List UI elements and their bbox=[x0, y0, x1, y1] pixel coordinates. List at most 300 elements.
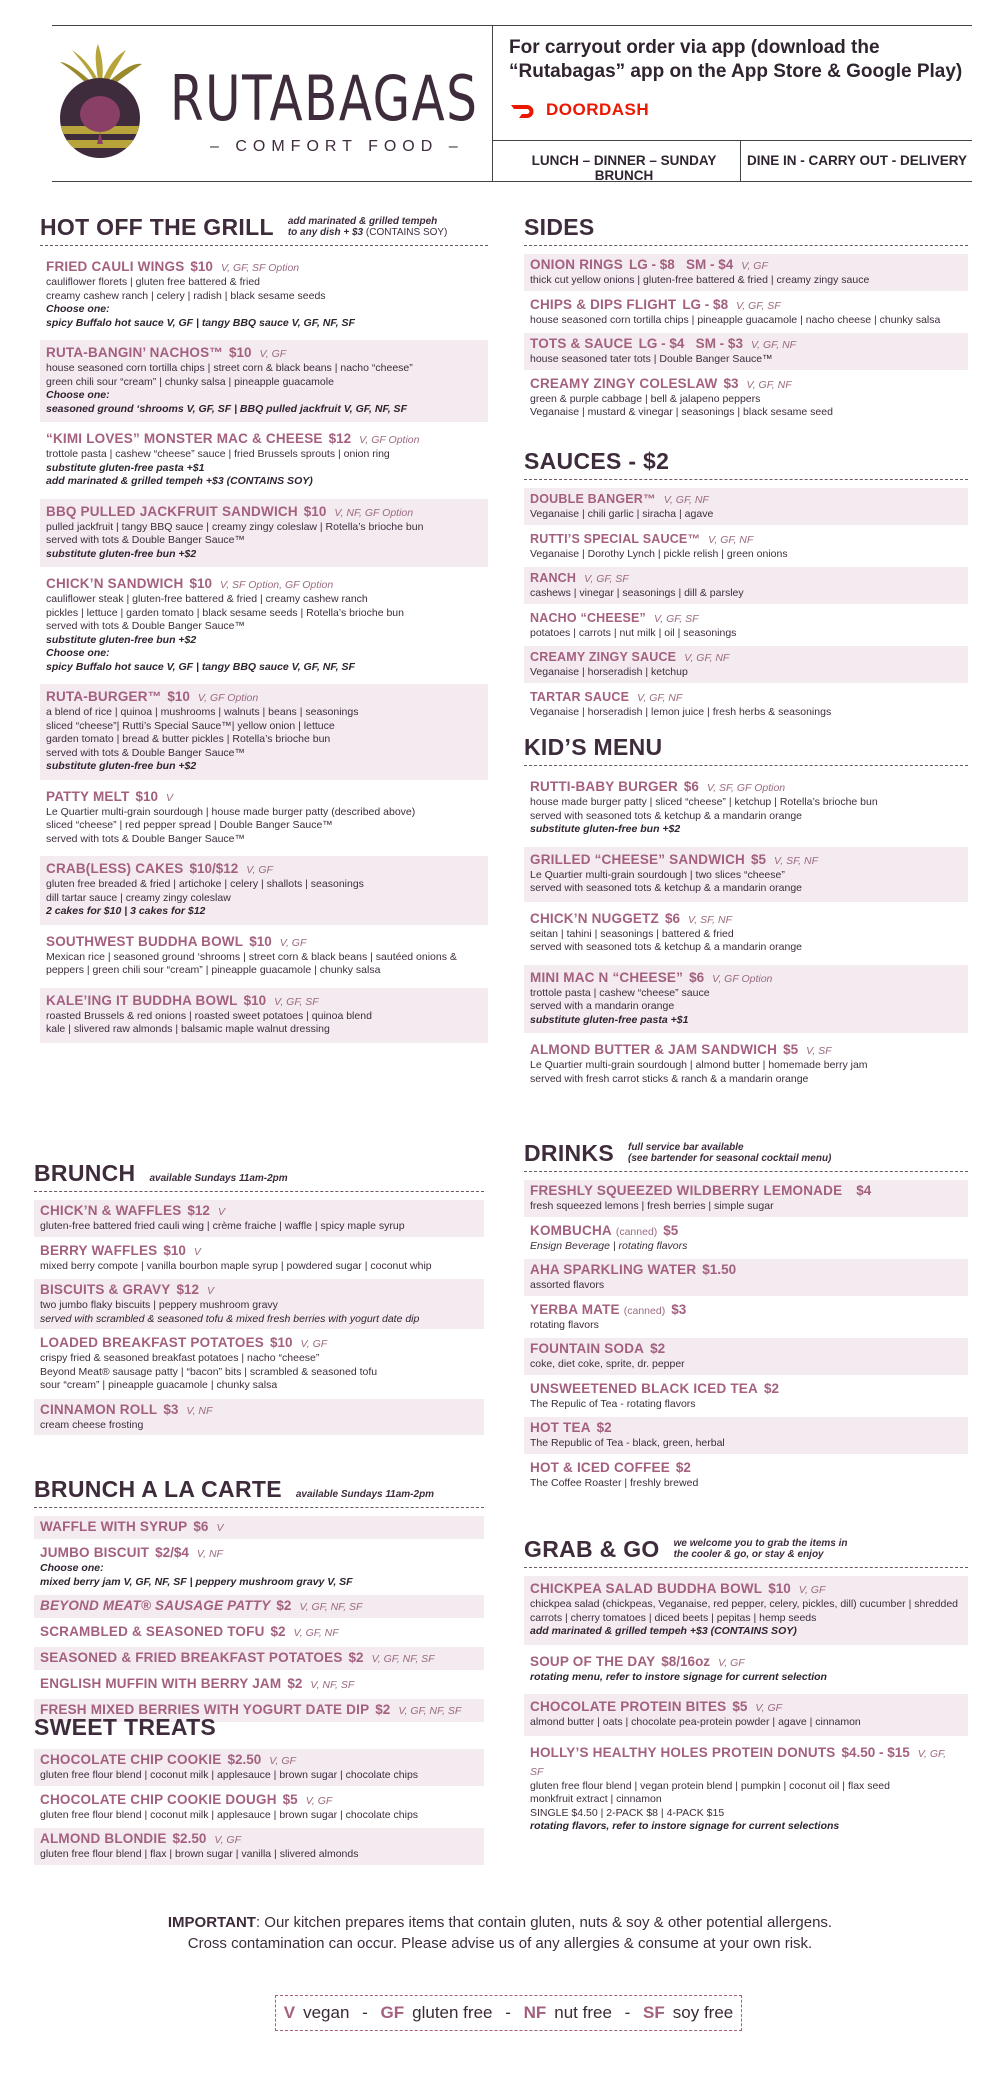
item-name: KOMBUCHA bbox=[530, 1222, 612, 1238]
item-name: JUMBO BISCUIT bbox=[40, 1545, 150, 1560]
section-note: full service bar available (see bartender for seasonal cocktail menu) bbox=[627, 1142, 832, 1164]
section-sauces bbox=[524, 448, 968, 725]
item-tags: V, GF, NF bbox=[684, 652, 730, 664]
item-name: SEASONED & FRIED BREAKFAST POTATOES bbox=[40, 1650, 343, 1665]
menu-item bbox=[524, 686, 968, 723]
item-price: $10 bbox=[167, 689, 190, 704]
item-tags: V, GF, NF, SF bbox=[371, 1653, 435, 1665]
section-title: SIDES bbox=[524, 214, 595, 240]
doordash-link[interactable] bbox=[510, 100, 649, 120]
item-description: house seasoned corn tortilla chips | street corn & black beans | nacho “cheese” green chili sour “cream” | chunky salsa | pineapple guacamole bbox=[46, 362, 413, 388]
menu-item bbox=[40, 856, 488, 925]
item-description: The Republic of Tea - black, green, herbal bbox=[530, 1437, 725, 1449]
item-price: $2 bbox=[348, 1650, 364, 1665]
item-name: FRIED CAULI WINGS bbox=[46, 259, 185, 274]
item-price: $5 bbox=[783, 1042, 799, 1057]
menu-item bbox=[40, 499, 488, 568]
item-name: GRILLED “CHEESE” SANDWICH bbox=[530, 851, 746, 867]
item-name: FRESH MIXED BERRIES WITH YOGURT DATE DIP bbox=[40, 1702, 370, 1717]
menu-item bbox=[524, 373, 968, 423]
carryout-notice: For carryout order via app (download the “Rutabagas” app on the App Store & Google Play) bbox=[509, 37, 963, 82]
doordash-label: DOORDASH bbox=[546, 100, 650, 119]
item-extra: seasoned ground ‘shrooms V, GF, SF | BBQ pulled jackfruit V, GF, NF, SF bbox=[46, 402, 407, 415]
item-extra: substitute gluten-free bun +$2 bbox=[530, 823, 681, 835]
menu-item bbox=[524, 607, 968, 644]
menu-item bbox=[34, 1828, 484, 1865]
important-text-2: Cross contamination can occur. Please advise us of any allergies & consume at your own risk. bbox=[187, 1935, 813, 1952]
item-tags: V bbox=[216, 1522, 224, 1534]
item-name: DOUBLE BANGER™ bbox=[530, 492, 656, 506]
header-divider bbox=[492, 25, 493, 182]
section-header bbox=[524, 214, 968, 246]
item-extra: mixed berry jam V, GF, NF, SF | peppery mushroom gravy V, SF bbox=[40, 1575, 353, 1588]
section-header bbox=[34, 1476, 484, 1508]
section-title: BRUNCH bbox=[34, 1160, 136, 1186]
item-name: LOADED BREAKFAST POTATOES bbox=[40, 1335, 265, 1350]
item-extra: substitute gluten-free bun +$2 bbox=[46, 547, 197, 560]
legend-code: GF bbox=[380, 2003, 405, 2022]
item-name: AHA SPARKLING WATER bbox=[530, 1262, 697, 1277]
item-price: $2 bbox=[763, 1380, 779, 1396]
item-description: Mexican rice | seasoned ground ‘shrooms | street corn & black beans | sautéed onions & peppers | green chili sour “cream” | pineapple guacamole | chunky salsa bbox=[46, 950, 457, 976]
item-price: $1.50 bbox=[702, 1262, 737, 1277]
section-header bbox=[34, 1714, 484, 1745]
legend-label: nut free bbox=[554, 2003, 612, 2022]
menu-item bbox=[524, 1694, 968, 1736]
legend-code: V bbox=[283, 2003, 296, 2022]
item-name: CRAB(LESS) CAKES bbox=[46, 861, 184, 876]
item-price: $2.50 bbox=[227, 1752, 262, 1767]
item-tags: V, GF Option bbox=[197, 692, 259, 704]
dietary-legend bbox=[275, 1995, 742, 2031]
item-extra: substitute gluten-free pasta +$1 bbox=[530, 1013, 689, 1026]
item-name: CHOCOLATE CHIP COOKIE bbox=[40, 1752, 222, 1767]
item-price: $2 bbox=[276, 1598, 292, 1613]
item-name: BEYOND MEAT® SAUSAGE PATTY bbox=[40, 1598, 271, 1613]
item-price: $10 bbox=[768, 1581, 791, 1596]
menu-item bbox=[524, 294, 968, 331]
item-description: Le Quartier multi-grain sourdough | two slices “cheese” served with seasoned tots & ketchup & a mandarin orange bbox=[530, 868, 802, 894]
item-price: $2 bbox=[596, 1420, 612, 1435]
item-price: $10 bbox=[190, 259, 213, 274]
menu-item bbox=[524, 906, 968, 961]
menu-item bbox=[34, 1542, 484, 1592]
item-name: HOT & ICED COFFEE bbox=[530, 1459, 670, 1475]
item-extra: served with scrambled & seasoned tofu & mixed fresh berries with yogurt date dip bbox=[40, 1312, 420, 1325]
section-title: HOT OFF THE GRILL bbox=[40, 214, 274, 240]
menu-item bbox=[524, 1338, 968, 1375]
item-tags: V, GF, NF bbox=[637, 691, 683, 704]
item-description: chickpea salad (chickpeas, Veganaise, red pepper, celery, pickles, dill) cucumber | shredded carrots | cherry tomatoes | diced beets | pepitas | hemp seeds bbox=[530, 1598, 959, 1624]
item-extra: Choose one: bbox=[46, 303, 110, 315]
rutabaga-logo-icon bbox=[50, 40, 150, 160]
item-tags: V, NF bbox=[196, 1548, 223, 1560]
item-description: gluten free flour blend | flax | brown sugar | vanilla | slivered almonds bbox=[40, 1848, 359, 1860]
item-tags: V, GF bbox=[718, 1656, 745, 1669]
item-price: $5 bbox=[282, 1791, 298, 1807]
menu-item bbox=[34, 1789, 484, 1826]
item-description: gluten free flour blend | coconut milk | applesauce | brown sugar | chocolate chips bbox=[40, 1808, 419, 1821]
item-tags: V, SF, NF bbox=[774, 854, 819, 867]
menu-item bbox=[524, 774, 968, 843]
menu-item bbox=[524, 1259, 968, 1296]
section-grab-and-go bbox=[524, 1536, 968, 1844]
menu-item bbox=[524, 847, 968, 902]
item-extra: add marinated & grilled tempeh +$3 (CONTAINS SOY) bbox=[530, 1625, 797, 1637]
service-options: DINE IN - CARRY OUT - DELIVERY bbox=[746, 153, 967, 168]
item-extra: substitute gluten-free bun +$2 bbox=[46, 760, 197, 772]
menu-item bbox=[34, 1516, 484, 1539]
brand-name: RUTABAGAS bbox=[170, 62, 479, 135]
item-extra: add marinated & grilled tempeh +$3 (CONTAINS SOY) bbox=[46, 475, 313, 487]
item-description: house seasoned tater tots | Double Banger Sauce™ bbox=[530, 353, 773, 365]
item-name: FRESHLY SQUEEZED WILDBERRY LEMONADE bbox=[530, 1183, 843, 1198]
item-name: YERBA MATE bbox=[530, 1301, 620, 1317]
menu-item bbox=[524, 1378, 968, 1415]
item-extra: rotating menu, refer to instore signage for current selection bbox=[530, 1670, 827, 1683]
important-label: IMPORTANT bbox=[167, 1914, 256, 1931]
item-price: $10 bbox=[243, 992, 267, 1008]
item-name: CHICK’N & WAFFLES bbox=[40, 1203, 182, 1218]
allergen-notice bbox=[100, 1912, 900, 1954]
menu-item bbox=[524, 333, 968, 370]
item-description: seitan | tahini | seasonings | battered & fried served with seasoned tots & ketchup & a mandarin orange bbox=[530, 927, 802, 953]
item-name: RUTA-BANGIN’ NACHOS™ bbox=[46, 345, 223, 360]
item-tags: V, GF bbox=[755, 1702, 783, 1714]
item-extra: substitute gluten-free bun +$2 bbox=[46, 633, 197, 646]
item-name: RUTTI-BABY BURGER bbox=[530, 779, 678, 794]
item-description: cream cheese frosting bbox=[40, 1418, 144, 1431]
item-description: pulled jackfruit | tangy BBQ sauce | creamy zingy coleslaw | Rotella’s brioche bun served with tots & Double Banger Sauce™ bbox=[46, 520, 424, 546]
item-tags: V bbox=[166, 791, 174, 804]
menu-item bbox=[524, 1037, 968, 1092]
item-name: BISCUITS & GRAVY bbox=[40, 1282, 171, 1297]
item-tags: V, GF bbox=[741, 260, 768, 272]
item-tags: V bbox=[193, 1245, 201, 1258]
section-header bbox=[40, 214, 488, 246]
section-sides bbox=[524, 214, 968, 426]
item-tags: V, GF bbox=[214, 1834, 241, 1846]
menu-item bbox=[524, 1740, 968, 1840]
item-tags: V, GF, SF bbox=[584, 573, 629, 585]
important-text: : Our kitchen prepares items that contain gluten, nuts & soy & other potential allergens. bbox=[255, 1914, 833, 1931]
item-price: $4.50 - $15 bbox=[841, 1744, 910, 1760]
item-name: CREAMY ZINGY COLESLAW bbox=[530, 375, 718, 391]
section-note: available Sundays 11am-2pm bbox=[149, 1173, 288, 1184]
item-name: TARTAR SAUCE bbox=[530, 689, 630, 704]
item-price: $2.50 bbox=[172, 1831, 207, 1846]
item-tags: V, GF bbox=[300, 1338, 328, 1350]
doordash-icon bbox=[510, 102, 538, 118]
item-name: BBQ PULLED JACKFRUIT SANDWICH bbox=[46, 503, 298, 519]
section-sweet-treats bbox=[34, 1714, 484, 1868]
item-tags: V, GF, NF bbox=[746, 378, 792, 391]
item-tags: V, GF bbox=[246, 864, 273, 876]
item-tags: V, GF Option bbox=[359, 434, 420, 446]
menu-item bbox=[34, 1749, 484, 1786]
menu-item bbox=[40, 340, 488, 422]
item-description: gluten-free battered fried cauli wing | crème fraiche | waffle | spicy maple syrup bbox=[40, 1220, 405, 1232]
item-name: CHOCOLATE CHIP COOKIE DOUGH bbox=[40, 1791, 277, 1807]
item-price: $4 bbox=[856, 1183, 872, 1198]
menu-item bbox=[524, 646, 968, 683]
item-extra: spicy Buffalo hot sauce V, GF | tangy BBQ sauce V, GF, NF, SF bbox=[46, 660, 355, 673]
menu-item bbox=[524, 1299, 968, 1336]
menu-item bbox=[40, 988, 488, 1043]
item-tags: V, SF, GF Option bbox=[706, 782, 786, 794]
item-description: Veganaise | chili garlic | siracha | agave bbox=[530, 508, 714, 520]
menu-item bbox=[34, 1332, 484, 1396]
item-price: $6 bbox=[665, 910, 681, 926]
menu-item bbox=[40, 929, 488, 984]
item-tags: V, GF, SF Option bbox=[220, 262, 300, 274]
item-tags: V, SF, NF bbox=[688, 913, 732, 926]
item-price: $10 bbox=[189, 576, 212, 591]
item-description: Le Quartier multi-grain sourdough | almond butter | homemade berry jam served with fresh carrot sticks & ranch & a mandarin orange bbox=[530, 1059, 868, 1085]
item-name: UNSWEETENED BLACK ICED TEA bbox=[530, 1380, 758, 1396]
item-tags: V, GF bbox=[279, 936, 307, 949]
item-description: fresh squeezed lemons | fresh berries | simple sugar bbox=[530, 1200, 774, 1212]
item-name: HOT TEA bbox=[530, 1420, 591, 1435]
item-price: $10/$12 bbox=[189, 861, 239, 876]
item-price: $10 bbox=[229, 345, 252, 360]
section-header bbox=[524, 448, 968, 480]
item-description: roasted Brussels & red onions | roasted sweet potatoes | quinoa blend kale | slivered raw almonds | balsamic maple walnut dressing bbox=[46, 1009, 372, 1035]
item-extra: rotating flavors, refer to instore signage for current selections bbox=[530, 1820, 840, 1832]
menu-item bbox=[34, 1673, 484, 1696]
item-price: $2 bbox=[675, 1459, 691, 1475]
section-note: we welcome you to grab the items in the cooler & go, or stay & enjoy bbox=[673, 1538, 848, 1560]
brand-tagline: – COMFORT FOOD – bbox=[210, 138, 464, 155]
item-extra: spicy Buffalo hot sauce V, GF | tangy BBQ sauce V, GF, NF, SF bbox=[46, 316, 355, 329]
item-extra: Choose one: bbox=[46, 647, 110, 659]
menu-item bbox=[34, 1647, 484, 1670]
menu-item bbox=[524, 1417, 968, 1454]
item-extra: Choose one: bbox=[40, 1562, 104, 1574]
item-name: CHOCOLATE PROTEIN BITES bbox=[530, 1699, 727, 1714]
item-description: two jumbo flaky biscuits | peppery mushroom gravy bbox=[40, 1299, 278, 1311]
item-name: RANCH bbox=[530, 571, 577, 585]
item-price: $6 bbox=[193, 1519, 209, 1534]
item-description: house seasoned corn tortilla chips | pineapple guacamole | nacho cheese | chunky salsa bbox=[530, 313, 941, 326]
item-name: ENGLISH MUFFIN WITH BERRY JAM bbox=[40, 1676, 282, 1691]
legend-separator: - bbox=[500, 2003, 516, 2022]
item-price: $3 bbox=[723, 375, 739, 391]
item-tags: V, NF, GF Option bbox=[334, 506, 414, 519]
item-price: $5 bbox=[663, 1222, 679, 1238]
item-name: KALE’ING IT BUDDHA BOWL bbox=[46, 992, 238, 1008]
item-tags: V, GF, NF, SF bbox=[398, 1705, 462, 1717]
item-tags: V, GF bbox=[798, 1584, 826, 1596]
item-sub: (canned) bbox=[615, 1225, 658, 1238]
item-price: $10 bbox=[249, 933, 272, 949]
item-price: $2 bbox=[270, 1624, 286, 1639]
item-description: mixed berry compote | vanilla bourbon maple syrup | powdered sugar | coconut whip bbox=[40, 1259, 432, 1272]
menu-item bbox=[524, 1457, 968, 1494]
item-description: potatoes | carrots | nut milk | oil | seasonings bbox=[530, 626, 737, 639]
item-name: SOUP OF THE DAY bbox=[530, 1653, 656, 1669]
menu-item bbox=[34, 1200, 484, 1237]
section-header bbox=[524, 1536, 968, 1568]
item-description: green & purple cabbage | bell & jalapeno peppers Veganaise | mustard & vinegar | seasonings | black sesame seed bbox=[530, 392, 833, 418]
menu-item bbox=[40, 571, 488, 680]
legend-separator: - bbox=[357, 2003, 373, 2022]
section-title: SWEET TREATS bbox=[34, 1714, 217, 1740]
item-name: “KIMI LOVES” MONSTER MAC & CHEESE bbox=[46, 431, 323, 446]
menu-item bbox=[34, 1399, 484, 1436]
item-tags: V, GF, SF bbox=[654, 612, 699, 625]
item-name: SCRAMBLED & SEASONED TOFU bbox=[40, 1624, 265, 1639]
item-description: crispy fried & seasoned breakfast potatoes | nacho “cheese” Beyond Meat® sausage patty | “bacon” bits | scrambled & seasoned tofu sour “cream” | pineapple guacamole | chunky salsa bbox=[40, 1352, 378, 1391]
item-description: The Coffee Roaster | freshly brewed bbox=[530, 1476, 699, 1489]
menu-item bbox=[34, 1595, 484, 1618]
item-name: ONION RINGS bbox=[530, 257, 623, 272]
legend-code: NF bbox=[523, 2003, 547, 2022]
item-extra: 2 cakes for $10 | 3 cakes for $12 bbox=[46, 905, 206, 917]
item-price: $2 bbox=[650, 1341, 666, 1356]
item-description: cauliflower florets | gluten free battered & fried creamy cashew ranch | celery | radish | black sesame seeds bbox=[46, 276, 326, 302]
item-tags: V, GF, NF bbox=[708, 533, 754, 546]
item-name: CINNAMON ROLL bbox=[40, 1401, 158, 1417]
item-tags: V, NF bbox=[186, 1404, 213, 1417]
menu-item bbox=[524, 567, 968, 604]
item-price: LG - $8 bbox=[682, 296, 729, 312]
item-description: Le Quartier multi-grain sourdough | house made burger patty (described above) sliced “cheese” | red pepper spread | Double Banger Sauce™ served with tots & Double Banger Sauce™ bbox=[46, 805, 416, 845]
item-tags: V, GF, NF bbox=[663, 494, 709, 506]
item-description: rotating flavors bbox=[530, 1318, 599, 1331]
item-tags: V, GF bbox=[305, 1794, 333, 1807]
item-name: MINI MAC N “CHEESE” bbox=[530, 969, 684, 985]
item-name: PATTY MELT bbox=[46, 788, 130, 804]
item-price: $5 bbox=[732, 1699, 748, 1714]
header-top-rule bbox=[52, 25, 972, 26]
menu-item bbox=[524, 488, 968, 525]
legend-code: SF bbox=[643, 2003, 665, 2022]
item-price: $2 bbox=[375, 1702, 391, 1717]
item-tags: V, GF, NF bbox=[293, 1627, 339, 1639]
item-extra: Choose one: bbox=[46, 389, 110, 401]
section-header bbox=[524, 1140, 968, 1172]
item-price: $3 bbox=[671, 1301, 687, 1317]
section-kids-menu bbox=[524, 734, 968, 1096]
item-price: $2/$4 bbox=[155, 1545, 189, 1560]
item-tags: V bbox=[207, 1285, 215, 1297]
item-name: BERRY WAFFLES bbox=[40, 1242, 158, 1258]
item-price: $6 bbox=[689, 969, 705, 985]
item-tags: V, SF bbox=[806, 1045, 832, 1057]
item-tags: V, GF Option bbox=[712, 972, 773, 985]
item-description: a blend of rice | quinoa | mushrooms | walnuts | beans | seasonings sliced “cheese”| Rutti’s Special Sauce™| yellow onion | lettuce garden tomato | bread & butter pickles | Rotella’s brioche bun served with tots & Double Banger Sauce™ bbox=[46, 706, 359, 759]
menu-item bbox=[524, 528, 968, 565]
item-tags: V, GF, NF, SF bbox=[299, 1601, 363, 1613]
header-divider-2 bbox=[740, 140, 741, 182]
item-name: RUTTI’S SPECIAL SAUCE™ bbox=[530, 531, 701, 546]
item-name: FOUNTAIN SODA bbox=[530, 1341, 645, 1356]
item-name: CHIPS & DIPS FLIGHT bbox=[530, 296, 677, 312]
menu-item bbox=[524, 1220, 968, 1257]
item-tags: V, GF, SF bbox=[736, 299, 781, 312]
menu-item bbox=[34, 1621, 484, 1644]
section-title: KID’S MENU bbox=[524, 734, 663, 760]
item-tags: V, GF bbox=[269, 1755, 296, 1767]
section-title: DRINKS bbox=[524, 1140, 614, 1166]
menu-item bbox=[524, 1180, 968, 1217]
header-mid-rule bbox=[492, 140, 972, 141]
legend-separator: - bbox=[619, 2003, 636, 2022]
item-price: $2 bbox=[287, 1676, 303, 1691]
item-tags: V bbox=[217, 1206, 225, 1218]
item-price: $6 bbox=[683, 779, 699, 794]
item-tags: V, GF, SF bbox=[530, 1747, 947, 1778]
item-price: $10 bbox=[163, 1242, 186, 1258]
item-description: gluten free flour blend | vegan protein blend | pumpkin | coconut oil | flax seed monkfruit extract | cinnamon SINGLE $4.50 | 2-PACK $8 | 4-PACK $15 bbox=[530, 1779, 890, 1819]
item-price: LG - $4 SM - $3 bbox=[638, 336, 743, 351]
menu-item bbox=[524, 254, 968, 291]
item-description: almond butter | oats | chocolate pea-protein powder | agave | cinnamon bbox=[530, 1716, 861, 1728]
service-hours: LUNCH – DINNER – SUNDAY BRUNCH bbox=[531, 153, 717, 183]
item-description: cashews | vinegar | seasonings | dill & parsley bbox=[530, 587, 744, 599]
item-name: CHICK’N SANDWICH bbox=[46, 576, 184, 591]
item-description: gluten free breaded & fried | artichoke | celery | shallots | seasonings dill tartar sauce | creamy zingy coleslaw bbox=[46, 878, 364, 904]
item-name: RUTA-BURGER™ bbox=[46, 689, 162, 704]
section-grill bbox=[40, 214, 488, 1047]
item-name: TOTS & SAUCE bbox=[530, 336, 633, 351]
item-tags: V, GF, NF bbox=[750, 339, 797, 351]
item-name: SOUTHWEST BUDDHA BOWL bbox=[46, 933, 244, 949]
item-tags: V, GF bbox=[259, 348, 287, 360]
section-drinks bbox=[524, 1140, 968, 1496]
item-description: Veganaise | horseradish | ketchup bbox=[530, 666, 688, 678]
item-name: NACHO “CHEESE” bbox=[530, 610, 647, 625]
item-extra: substitute gluten-free pasta +$1 bbox=[46, 461, 205, 474]
item-description: coke, diet coke, sprite, dr. pepper bbox=[530, 1358, 685, 1370]
item-description: house made burger patty | sliced “cheese” | ketchup | Rotella’s brioche bun served with seasoned tots & ketchup & a mandarin orange bbox=[530, 796, 878, 822]
section-header bbox=[34, 1160, 484, 1192]
item-tags: V, NF, SF bbox=[310, 1679, 355, 1691]
item-name: CREAMY ZINGY SAUCE bbox=[530, 650, 677, 664]
menu-item bbox=[524, 965, 968, 1034]
item-description: The Repulic of Tea - rotating flavors bbox=[530, 1397, 696, 1410]
menu-item bbox=[34, 1240, 484, 1277]
item-description: gluten free flour blend | coconut milk | applesauce | brown sugar | chocolate chips bbox=[40, 1769, 419, 1781]
legend-label: vegan bbox=[303, 2003, 350, 2022]
item-name: HOLLY’S HEALTHY HOLES PROTEIN DONUTS bbox=[530, 1744, 836, 1760]
item-name: WAFFLE WITH SYRUP bbox=[40, 1519, 188, 1534]
legend-label: gluten free bbox=[412, 2003, 493, 2022]
item-price: $10 bbox=[303, 503, 327, 519]
item-price: $8/16oz bbox=[661, 1653, 711, 1669]
item-tags: V, SF Option, GF Option bbox=[219, 579, 334, 591]
menu-item bbox=[524, 1576, 968, 1645]
legend-label: soy free bbox=[672, 2003, 734, 2022]
item-name: ALMOND BLONDIE bbox=[40, 1831, 167, 1846]
section-header bbox=[524, 734, 968, 766]
section-brunch-a-la-carte bbox=[34, 1476, 484, 1725]
section-brunch bbox=[34, 1160, 484, 1438]
item-name: ALMOND BUTTER & JAM SANDWICH bbox=[530, 1042, 778, 1057]
item-price: LG - $8 SM - $4 bbox=[628, 257, 734, 272]
item-description: thick cut yellow onions | gluten-free battered & fried | creamy zingy sauce bbox=[530, 274, 870, 286]
menu-item bbox=[524, 1649, 968, 1691]
item-description: assorted flavors bbox=[530, 1279, 605, 1291]
item-description: cauliflower steak | gluten-free battered & fried | creamy cashew ranch pickles | lettuce | garden tomato | black sesame seeds | Rotella’s brioche bun served with tots & Double Banger Sauce™ bbox=[46, 593, 404, 632]
item-price: $10 bbox=[135, 788, 159, 804]
menu-item bbox=[40, 254, 488, 336]
section-title: GRAB & GO bbox=[524, 1536, 660, 1562]
item-description: trottole pasta | cashew “cheese” sauce | fried Brussels sprouts | onion ring bbox=[46, 448, 390, 460]
item-sub: (canned) bbox=[623, 1304, 666, 1317]
menu-item bbox=[40, 684, 488, 780]
